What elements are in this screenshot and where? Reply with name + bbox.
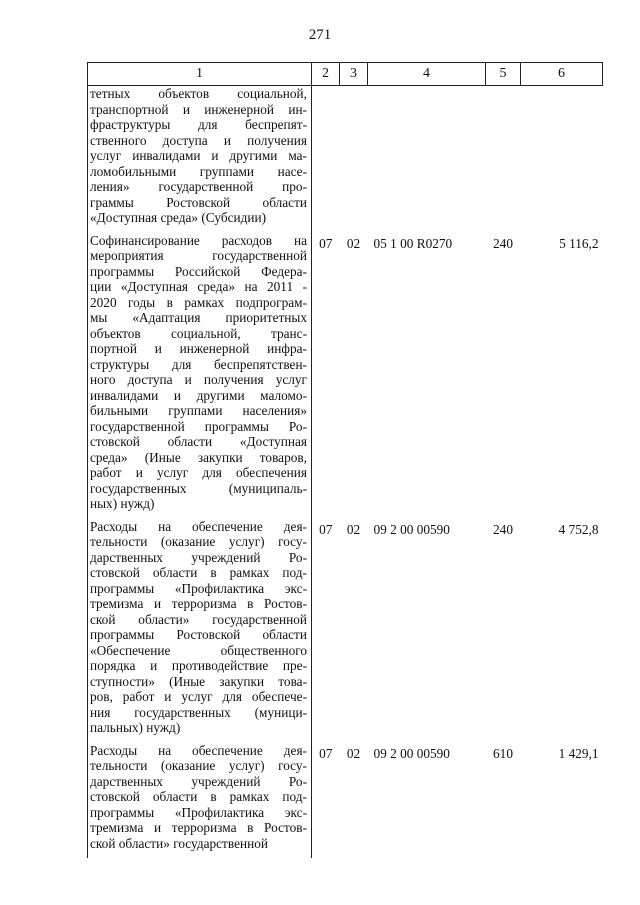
description-line: среда» (Иные закупки товаров,	[90, 449, 307, 465]
description-line: Расходы на обеспечение дея-	[90, 518, 307, 534]
description-line: транспортной и инженерной ин-	[90, 101, 307, 117]
description-line: пальных) нужд)	[90, 720, 181, 735]
description-line: государственной программы Ро-	[90, 418, 307, 434]
description-line: мы «Адаптация приоритетных	[90, 310, 307, 325]
subsection-code: 02	[346, 521, 361, 537]
page-number: 271	[308, 27, 332, 43]
description-line: программы «Профилактика экс-	[90, 580, 307, 596]
description-line: структуры для беспрепятствен-	[90, 356, 307, 372]
description-line: 2020 годы в рамках подпрограм-	[90, 294, 307, 310]
table-row	[88, 86, 603, 233]
section-code	[312, 86, 340, 233]
description-line: бильными группами населения»	[90, 403, 307, 418]
description-line: ской области» государственной	[90, 611, 307, 627]
description-line: ров, работ и услуг для обеспече-	[90, 689, 307, 704]
description-line: инвалидами и другими маломо-	[90, 387, 307, 403]
amount: 1 429,1	[558, 745, 599, 761]
description-line: ломобильными группами насе-	[90, 163, 307, 179]
expense-type-code: 240	[493, 235, 513, 251]
description-line: программы Российской Федера-	[90, 263, 307, 279]
budget-table	[87, 62, 603, 858]
description-line: тремизма и терроризма в Ростов-	[90, 820, 307, 835]
column-header: 1	[88, 63, 312, 86]
description-line: стовской области «Доступная	[90, 434, 307, 449]
expense-type-code	[486, 86, 521, 233]
column-header: 5	[486, 63, 521, 86]
description-line: ственного доступа и получения	[90, 132, 307, 148]
section-code: 07	[319, 521, 333, 537]
target-article-code	[368, 86, 486, 233]
description-line: дарственных учреждений Ро-	[90, 773, 307, 789]
amount: 4 752,8	[558, 521, 599, 537]
section-code: 07	[319, 235, 333, 251]
description-line: тремизма и терроризма в Ростов-	[90, 596, 307, 611]
description-line: ской области» государственной	[90, 835, 268, 851]
description-line: Расходы на обеспечение дея-	[90, 742, 307, 758]
expense-type-code: 240	[493, 521, 513, 537]
description-line: ления» государственной про-	[90, 179, 307, 194]
subsection-code: 02	[346, 745, 361, 761]
column-header: 2	[312, 63, 340, 86]
section-code: 07	[319, 745, 333, 761]
subsection-code: 02	[346, 235, 361, 251]
description-line: ных) нужд)	[90, 496, 155, 511]
description-line: тетных объектов социальной,	[90, 86, 307, 101]
table-header-row	[88, 63, 603, 86]
description-line: государственных (муниципаль-	[90, 480, 307, 496]
column-header: 3	[340, 63, 368, 86]
description-line: услуг инвалидами и другими ма-	[90, 148, 307, 163]
description-line: тельности (оказание услуг) госу-	[90, 534, 307, 549]
row-description	[88, 519, 312, 743]
table-row	[88, 233, 603, 519]
description-line: ступности» (Иные закупки това-	[90, 673, 307, 689]
description-line: «Доступная среда» (Субсидии)	[90, 210, 267, 225]
description-line: порядка и противодействие пре-	[90, 658, 307, 673]
description-line: Софинансирование расходов на	[90, 232, 307, 248]
table-row	[88, 519, 603, 743]
description-line: мероприятия государственной	[90, 248, 307, 263]
description-line: ции «Доступная среда» на 2011 -	[90, 279, 307, 294]
description-line: фраструктуры для беспрепят-	[90, 117, 307, 132]
description-line: программы Ростовской области	[90, 627, 307, 642]
description-line: дарственных учреждений Ро-	[90, 549, 307, 565]
row-description	[88, 743, 312, 859]
description-line: портной и инженерной инфра-	[90, 341, 307, 356]
description-line: «Обеспечение общественного	[90, 642, 307, 658]
table-row	[88, 743, 603, 859]
description-line: объектов социальной, транс-	[90, 325, 307, 341]
subsection-code	[340, 86, 368, 233]
amount: 5 116,2	[559, 235, 599, 251]
description-line: работ и услуг для обеспечения	[90, 465, 307, 480]
target-article-code: 09 2 00 00590	[373, 521, 450, 537]
column-header: 6	[521, 63, 603, 86]
amount	[521, 86, 603, 233]
column-header: 4	[368, 63, 486, 86]
description-line: ного доступа и получения услуг	[90, 372, 307, 387]
description-line: ния государственных (муници-	[90, 704, 307, 720]
target-article-code: 05 1 00 R0270	[373, 235, 453, 251]
row-description	[88, 86, 312, 233]
expense-type-code: 610	[493, 745, 513, 761]
description-line: граммы Ростовской области	[90, 194, 307, 210]
description-line: стовской области в рамках под-	[90, 789, 307, 804]
target-article-code: 09 2 00 00590	[373, 745, 450, 761]
row-description	[88, 233, 312, 519]
description-line: тельности (оказание услуг) госу-	[90, 758, 307, 773]
description-line: стовской области в рамках под-	[90, 565, 307, 580]
description-line: программы «Профилактика экс-	[90, 804, 307, 820]
